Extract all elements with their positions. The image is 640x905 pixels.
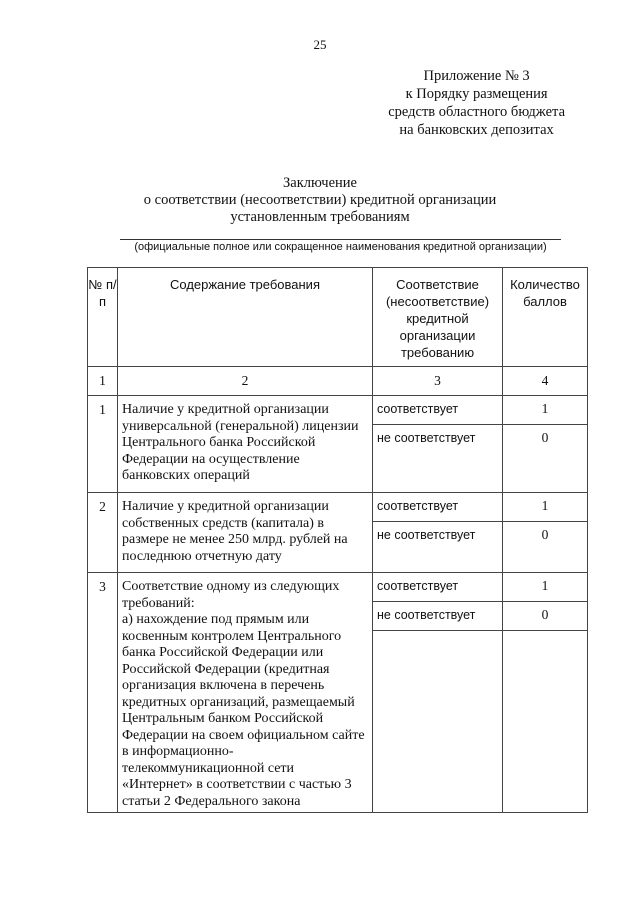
score-value: 1 (503, 573, 588, 602)
header-content: Содержание требования (118, 268, 373, 367)
table-row (88, 573, 588, 602)
document-title (0, 175, 640, 226)
title-line-1: Заключение (283, 175, 357, 191)
score-value: 0 (503, 425, 588, 493)
fill-in-line (120, 239, 561, 240)
appendix-line-4: на банковских депозитах (399, 122, 554, 138)
title-line-2: о соответствии (несоответствии) кредитной организации (143, 192, 497, 208)
score-value: 0 (503, 522, 588, 573)
option-not-complies: не соответствует (373, 425, 503, 493)
title-line-3: установленным требованиям (230, 209, 410, 225)
appendix-header (388, 67, 565, 139)
column-number: 1 (88, 367, 118, 396)
row-number: 2 (88, 493, 118, 573)
score-value: 0 (503, 602, 588, 631)
requirements-table (87, 267, 588, 813)
table-row (88, 396, 588, 425)
column-number: 3 (373, 367, 503, 396)
option-not-complies: не соответствует (373, 522, 503, 573)
table-header-row (88, 268, 588, 367)
column-number: 4 (503, 367, 588, 396)
header-score: Количество баллов (503, 268, 588, 367)
appendix-line-1: Приложение № 3 (423, 68, 530, 84)
requirement-text: Наличие у кредитной организации универсальной (генеральной) лицензии Центрального банка Российской Федерации на осуществление банковских операций (118, 396, 373, 493)
table-row (88, 493, 588, 522)
option-complies: соответствует (373, 573, 503, 602)
row-number: 3 (88, 573, 118, 813)
option-complies: соответствует (373, 396, 503, 425)
score-value: 1 (503, 396, 588, 425)
option-complies: соответствует (373, 493, 503, 522)
column-numbers-row (88, 367, 588, 396)
empty-cell (503, 631, 588, 813)
header-num: № п/п (88, 268, 118, 367)
underline-note: (официальные полное или сокращенное наименования кредитной организации) (134, 241, 547, 253)
requirement-text: Соответствие одному из следующих требований: а) нахождение под прямым или косвенным контролем Центрального банка Российской Федерации или Российской Федерации (кредитная организация включена в перечень кредитных организаций, размещаемый Центральным банком Российской Федерации на своем официальном сайте в информационно-телекоммуникационной сети «Интернет» в соответствии с частью 3 статьи 2 Федерального закона (118, 573, 373, 813)
column-number: 2 (118, 367, 373, 396)
score-value: 1 (503, 493, 588, 522)
empty-cell (373, 631, 503, 813)
page-number: 25 (313, 37, 327, 52)
appendix-line-2: к Порядку размещения (405, 86, 548, 102)
row-number: 1 (88, 396, 118, 493)
option-not-complies: не соответствует (373, 602, 503, 631)
appendix-line-3: средств областного бюджета (388, 104, 565, 120)
header-compliance: Соответствие (несоответствие) кредитной организации требованию (373, 268, 503, 367)
requirement-text: Наличие у кредитной организации собственных средств (капитала) в размере не менее 250 млрд. рублей на последнюю отчетную дату (118, 493, 373, 573)
